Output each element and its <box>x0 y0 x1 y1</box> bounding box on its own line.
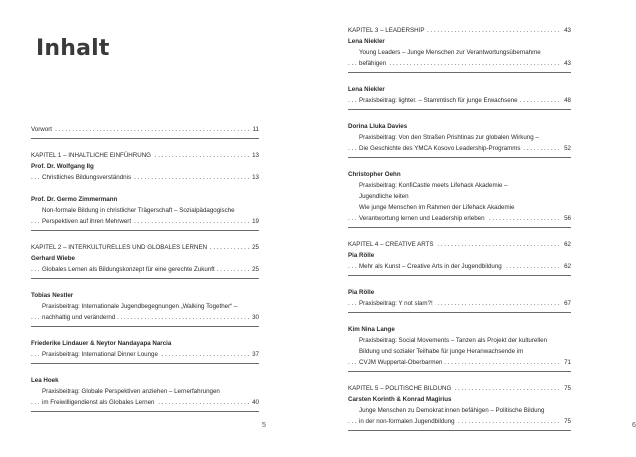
toc-line-text: Globales Lernen als Bildungskonzept für eine gerechte Zukunft <box>42 266 215 273</box>
toc-line <box>348 95 571 106</box>
toc-line-text: Junge Menschen zu Demokrat:innen befähigen – Politische Bildung <box>359 407 545 414</box>
toc-line <box>348 298 571 309</box>
toc-author <box>348 36 571 47</box>
toc-line-text: Pia Rölle <box>348 289 375 296</box>
toc-line-text: KAPITEL 4 – CREATIVE ARTS <box>348 241 434 248</box>
toc-author <box>348 324 571 335</box>
toc-author <box>31 290 259 301</box>
toc-line <box>31 216 259 227</box>
toc-page-number: 13 <box>249 150 259 161</box>
toc-line-text: Lena Niekler <box>348 38 385 45</box>
toc-line-text: Lena Niekler <box>348 86 385 93</box>
toc-line-text: Perspektiven auf ihren Mehrwert <box>42 218 132 225</box>
toc-entry <box>348 324 571 372</box>
toc-page-number: 56 <box>561 213 571 224</box>
toc-page-number: 48 <box>561 95 571 106</box>
toc-line-text: Praxisbeitrag: International Dinner Lounge <box>42 351 158 358</box>
toc-line <box>348 47 571 58</box>
toc-line <box>31 124 259 135</box>
toc-author <box>348 121 571 132</box>
toc-line-text: im Freiwilligendienst als Globales Lernen <box>42 399 155 406</box>
toc-line <box>31 301 259 312</box>
toc-author <box>348 84 571 95</box>
toc-page-number: 71 <box>561 357 571 368</box>
toc-page-number: 43 <box>561 25 571 36</box>
toc-line <box>31 312 259 323</box>
toc-line-text: Prof. Dr. Wolfgang Ilg <box>31 163 94 170</box>
right-page <box>300 0 636 457</box>
table-of-contents-left <box>31 124 259 423</box>
toc-line <box>348 416 571 427</box>
toc-line-text: CVJM Wuppertal-Oberbarmen <box>359 359 443 366</box>
toc-line-text: Praxisbeitrag: Y not slam?! <box>359 300 433 307</box>
toc-entry <box>348 383 571 431</box>
toc-entry <box>348 84 571 110</box>
toc-page-number: 30 <box>249 312 259 323</box>
toc-line <box>31 397 259 408</box>
toc-page-number: 25 <box>249 242 259 253</box>
toc-line-text: Wie junge Menschen im Rahmen der Lifehack Akademie <box>359 204 515 211</box>
toc-entry <box>348 121 571 158</box>
toc-line <box>31 183 259 194</box>
toc-entry <box>31 290 259 327</box>
toc-line-text: Praxisbeitrag: Internationale Jugendbegegnungen „Walking Together“ – <box>42 303 238 310</box>
toc-line-text: Lea Hoek <box>31 377 59 384</box>
toc-entry <box>348 239 571 276</box>
toc-entry <box>31 338 259 364</box>
toc-line <box>348 202 571 213</box>
toc-line-text: Non-formale Bildung in christlicher Trägerschaft – Sozialpädagogische <box>42 207 235 214</box>
toc-entry <box>31 242 259 279</box>
toc-line-text: Tobias Nestler <box>31 292 74 299</box>
toc-entry <box>31 150 259 231</box>
toc-line-text: Christliches Bildungsverständnis <box>42 174 132 181</box>
toc-line-text: Praxisbeitrag: KonfiCastle meets Lifehack Akademie – <box>359 182 508 189</box>
toc-line-text: Praxisbeitrag: Von den Straßen Prishtinas zur globalen Wirkung – <box>359 134 539 141</box>
toc-entry <box>31 375 259 412</box>
toc-line-text: nachhaltig und verändernd <box>42 314 116 321</box>
toc-line-text: Friederike Lindauer & Neytor Nandayapa Narcia <box>31 340 172 347</box>
toc-line-text: Praxisbeitrag: Globale Perspektiven anziehen – Lernerfahrungen <box>42 388 220 395</box>
toc-page-number: 11 <box>250 124 259 135</box>
toc-entry <box>348 25 571 73</box>
toc-page-number: 19 <box>249 216 259 227</box>
toc-entry <box>31 124 259 139</box>
toc-line-text: Dorina Lluka Davies <box>348 123 408 130</box>
toc-line <box>348 405 571 416</box>
toc-line-text: in der non-formalen Jugendbildung <box>359 418 455 425</box>
toc-line <box>31 349 259 360</box>
toc-page-number: 75 <box>561 416 571 427</box>
toc-page-number: 62 <box>561 261 571 272</box>
toc-author <box>348 169 571 180</box>
page-title: Inhalt <box>36 36 110 61</box>
toc-page-number: 52 <box>561 143 571 154</box>
toc-line-text: Praxisbeitrag: lighter. – Stammtisch für junge Erwachsene <box>359 97 518 104</box>
toc-author <box>348 394 571 405</box>
toc-author <box>31 253 259 264</box>
toc-line-text: Bildung und sozialer Teilhabe für junge Heranwachsende im <box>359 348 524 355</box>
toc-line <box>31 172 259 183</box>
toc-line <box>348 239 571 250</box>
toc-line-text: Young Leaders – Junge Menschen zur Verantwortungsübernahme <box>359 49 541 56</box>
toc-line <box>348 261 571 272</box>
toc-page-number: 62 <box>561 239 571 250</box>
toc-line <box>31 205 259 216</box>
page-number-right: 6 <box>632 422 636 429</box>
table-of-contents-right <box>348 25 571 442</box>
toc-line <box>348 25 571 36</box>
left-page <box>0 0 300 457</box>
toc-line <box>348 180 571 191</box>
toc-line <box>348 357 571 368</box>
toc-line <box>31 264 259 275</box>
toc-line-text: KAPITEL 5 – POLITISCHE BILDUNG <box>348 385 452 392</box>
toc-line-text: KAPITEL 1 – INHALTLICHE EINFÜHRUNG <box>31 152 151 159</box>
toc-author <box>348 250 571 261</box>
toc-line-text: Praxisbeitrag: Social Movements – Tanzen als Projekt der kulturellen <box>359 337 548 344</box>
toc-line-text: Mehr als Kunst – Creative Arts in der Jugendbildung <box>359 263 502 270</box>
page-number-left: 5 <box>262 422 266 429</box>
toc-page-number: 25 <box>249 264 259 275</box>
toc-line-text: Die Geschichte des YMCA Kosovo Leadership-Programms <box>359 145 521 152</box>
toc-line <box>31 150 259 161</box>
toc-page-number: 43 <box>561 58 571 69</box>
toc-line <box>31 386 259 397</box>
toc-line <box>348 58 571 69</box>
toc-page-number: 67 <box>561 298 571 309</box>
toc-line <box>348 335 571 346</box>
toc-line-text: Prof. Dr. Germo Zimmermann <box>31 196 118 203</box>
toc-line-text: Kim Nina Lange <box>348 326 395 333</box>
toc-line-text: Jugendliche leiten <box>359 193 409 200</box>
toc-line-text: Gerhard Wiebe <box>31 255 75 262</box>
toc-author <box>31 161 259 172</box>
toc-author <box>31 375 259 386</box>
toc-line <box>348 143 571 154</box>
toc-line-text: befähigen <box>359 60 387 67</box>
toc-line <box>348 213 571 224</box>
toc-line-text: Christopher Oehn <box>348 171 401 178</box>
toc-page-number: 37 <box>249 349 259 360</box>
toc-line <box>348 132 571 143</box>
toc-entry <box>348 169 571 228</box>
toc-line-text: Verantwortung lernen und Leadership erleben <box>359 215 485 222</box>
toc-line <box>348 191 571 202</box>
toc-page-number: 75 <box>561 383 571 394</box>
toc-author <box>348 287 571 298</box>
toc-author <box>31 194 259 205</box>
toc-page-number: 40 <box>249 397 259 408</box>
toc-line-text: Pia Rölle <box>348 252 375 259</box>
toc-line <box>348 346 571 357</box>
toc-line <box>31 242 259 253</box>
toc-author <box>31 338 259 349</box>
toc-line-text: KAPITEL 2 – INTERKULTURELLES UND GLOBALES LERNEN <box>31 244 208 251</box>
toc-line <box>348 383 571 394</box>
toc-page-number: 13 <box>249 172 259 183</box>
toc-line-text: Carsten Korinth & Konrad Magirius <box>348 396 452 403</box>
toc-line-text: Vorwort <box>31 126 52 133</box>
toc-entry <box>348 287 571 313</box>
toc-line-text: KAPITEL 3 – LEADERSHIP <box>348 27 425 34</box>
